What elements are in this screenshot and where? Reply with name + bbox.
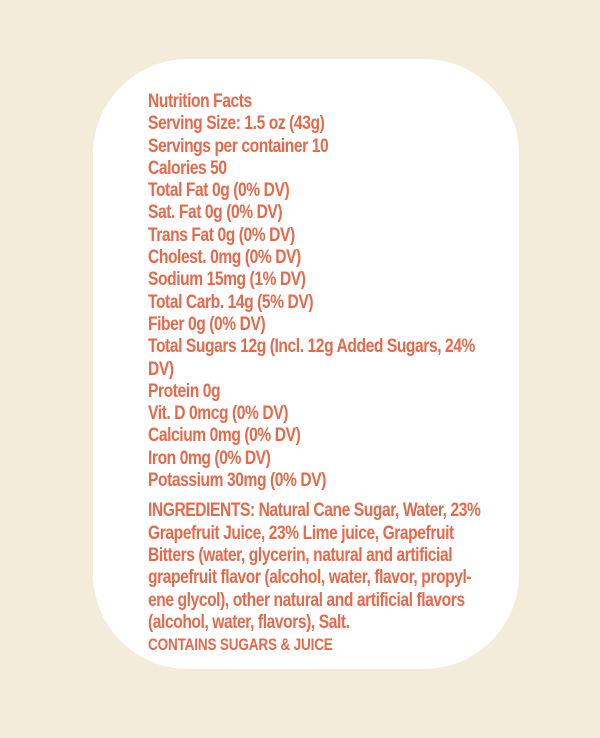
contains-statement: CONTAINS SUGARS & JUICE [148, 636, 333, 655]
nutrition-fact-line: Vit. D 0mcg (0% DV) [148, 403, 288, 425]
nutrition-fact-line: Iron 0mg (0% DV) [148, 447, 271, 469]
nutrition-fact-line: Total Sugars 12g (Incl. 12g Added Sugars, 24% [148, 336, 476, 358]
nutrition-fact-line: Serving Size: 1.5 oz (43g) [148, 113, 325, 135]
nutrition-fact-line: Servings per container 10 [148, 135, 329, 157]
ingredients-list [148, 500, 480, 634]
ingredients-line: ene glycol), other natural and artificial flavors [148, 589, 465, 611]
nutrition-fact-line: Sat. Fat 0g (0% DV) [148, 202, 283, 224]
ingredients-line: (alcohol, water, flavors), Salt. [148, 611, 350, 633]
nutrition-facts-title: Nutrition Facts [148, 91, 252, 112]
nutrition-fact-line: Cholest. 0mg (0% DV) [148, 247, 301, 269]
nutrition-fact-line: Sodium 15mg (1% DV) [148, 269, 306, 291]
nutrition-fact-line: Protein 0g [148, 380, 221, 402]
nutrition-fact-line: Total Fat 0g (0% DV) [148, 180, 290, 202]
label-content [148, 91, 480, 656]
nutrition-fact-line: Fiber 0g (0% DV) [148, 313, 266, 335]
nutrition-fact-line: Trans Fat 0g (0% DV) [148, 224, 295, 246]
nutrition-fact-line: Calcium 0mg (0% DV) [148, 425, 301, 447]
nutrition-facts-list [148, 113, 480, 492]
ingredients-line: Bitters (water, glycerin, natural and artificial [148, 544, 453, 566]
nutrition-fact-line: Potassium 30mg (0% DV) [148, 470, 327, 492]
nutrition-fact-line: DV) [148, 358, 174, 380]
ingredients-line: Grapefruit Juice, 23% Lime juice, Grapefruit [148, 522, 454, 544]
nutrition-label-card [93, 59, 519, 669]
nutrition-fact-line: Calories 50 [148, 157, 227, 179]
ingredients-line: grapefruit flavor (alcohol, water, flavor, propyl- [148, 567, 472, 589]
nutrition-fact-line: Total Carb. 14g (5% DV) [148, 291, 314, 313]
ingredients-line: INGREDIENTS: Natural Cane Sugar, Water, 23% [148, 500, 481, 522]
